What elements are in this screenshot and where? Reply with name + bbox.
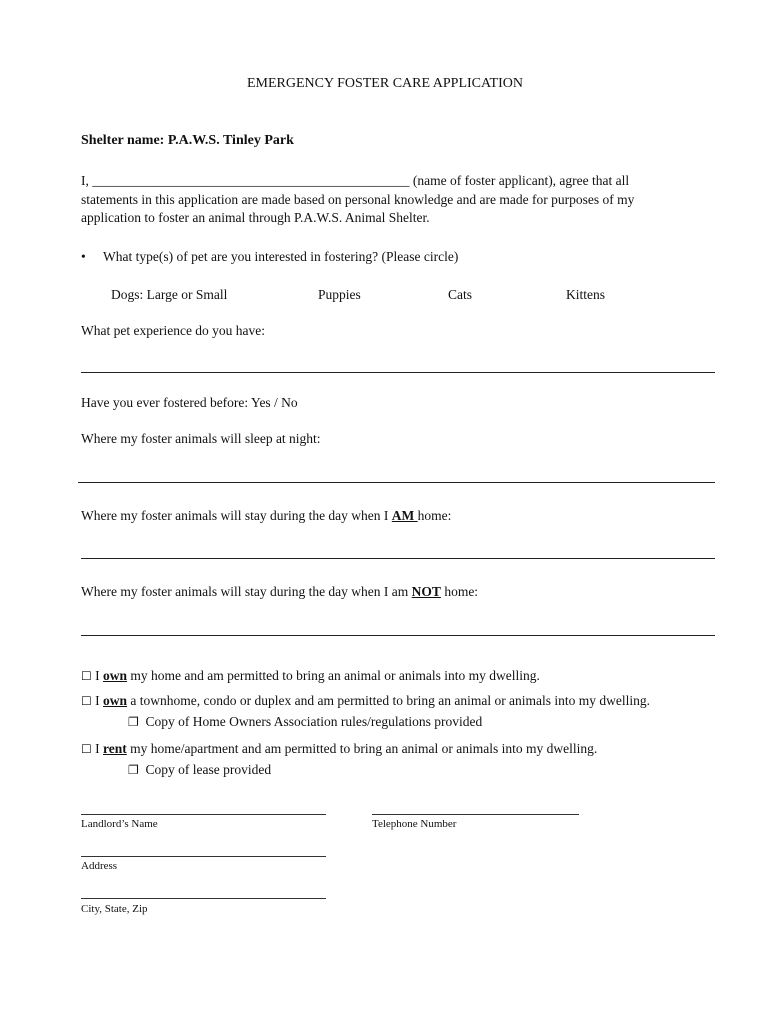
housing-rent: [81, 741, 597, 757]
housing-own-townhome-text: a townhome, condo or duplex and am permitted to bring an animal or animals into my dwelling.: [127, 693, 651, 708]
applicant-name-blank[interactable]: _______________________________________________: [92, 173, 410, 188]
agreement-paragraph: [81, 172, 634, 228]
housing-own-home-text: my home and am permitted to bring an animal or animals into my dwelling.: [127, 668, 540, 683]
option-kittens[interactable]: Kittens: [566, 287, 605, 302]
hoa-rules-item: [128, 714, 482, 730]
housing-own-home-pre: I: [91, 668, 104, 683]
day-not-suffix: home:: [440, 584, 479, 599]
lease-copy-text: Copy of lease provided: [145, 762, 272, 777]
housing-rent-text: my home/apartment and am permitted to bring an animal or animals into my dwelling.: [126, 741, 598, 756]
housing-rent-pre: I: [91, 741, 104, 756]
checkbox-icon[interactable]: ☐: [81, 694, 92, 708]
shelter-name: [81, 133, 294, 149]
housing-own-townhome-emph: own: [103, 693, 128, 708]
option-puppies[interactable]: Puppies: [318, 287, 361, 302]
pet-type-question: [81, 249, 458, 265]
form-title: EMERGENCY FOSTER CARE APPLICATION: [246, 76, 523, 91]
experience-answer-line[interactable]: [81, 372, 715, 373]
lease-copy-item: [128, 762, 271, 778]
housing-own-townhome-pre: I: [91, 693, 104, 708]
sleep-question: Where my foster animals will sleep at night:: [81, 431, 321, 446]
telephone-label: Telephone Number: [372, 818, 457, 830]
fostered-question: Have you ever fostered before: Yes / No: [81, 395, 298, 410]
landlord-name-line[interactable]: [81, 814, 326, 815]
day-am-emphasis: AM: [391, 508, 418, 523]
agreement-suffix: (name of foster applicant), agree that all: [409, 173, 630, 188]
housing-own-townhome: [81, 693, 650, 709]
shelter-value: P.A.W.S. Tinley Park: [167, 133, 294, 148]
agreement-prefix: I,: [81, 173, 93, 188]
bullet-icon: •: [81, 249, 86, 264]
agreement-line-1: [81, 172, 634, 191]
day-not-answer-line[interactable]: [81, 635, 715, 636]
option-dogs[interactable]: Dogs: Large or Small: [111, 287, 228, 302]
checkbox-icon[interactable]: ☐: [81, 742, 92, 756]
hoa-rules-text: Copy of Home Owners Association rules/regulations provided: [145, 714, 483, 729]
day-am-question: [81, 508, 451, 524]
city-state-zip-label: City, State, Zip: [81, 903, 148, 915]
checkbox-icon[interactable]: ☐: [81, 669, 92, 683]
day-am-answer-line[interactable]: [81, 558, 715, 559]
day-not-text: Where my foster animals will stay during the day when I am: [81, 584, 412, 599]
day-am-text: Where my foster animals will stay during the day when I: [81, 508, 392, 523]
agreement-line-3: application to foster an animal through P.A.W.S. Animal Shelter.: [81, 210, 430, 225]
sleep-answer-line[interactable]: [78, 482, 715, 483]
agreement-line-2: statements in this application are made based on personal knowledge and are made for purposes of my: [81, 191, 635, 207]
sub-checkbox-icon[interactable]: ❐: [128, 715, 139, 729]
address-label: Address: [81, 860, 118, 872]
day-am-suffix: home:: [417, 508, 452, 523]
pet-type-question-text: What type(s) of pet are you interested in fostering? (Please circle): [103, 249, 459, 264]
landlord-name-label: Landlord’s Name: [81, 818, 158, 830]
experience-question: What pet experience do you have:: [81, 323, 266, 338]
telephone-line[interactable]: [372, 814, 579, 815]
option-cats[interactable]: Cats: [448, 287, 473, 302]
address-line[interactable]: [81, 856, 326, 857]
city-state-zip-line[interactable]: [81, 898, 326, 899]
sub-checkbox-icon[interactable]: ❐: [128, 763, 139, 777]
shelter-label: Shelter name:: [81, 133, 165, 148]
day-not-emphasis: NOT: [411, 584, 441, 599]
day-not-question: [81, 584, 478, 600]
housing-own-home-emph: own: [103, 668, 128, 683]
housing-rent-emph: rent: [103, 741, 127, 756]
housing-own-home: [81, 668, 540, 684]
